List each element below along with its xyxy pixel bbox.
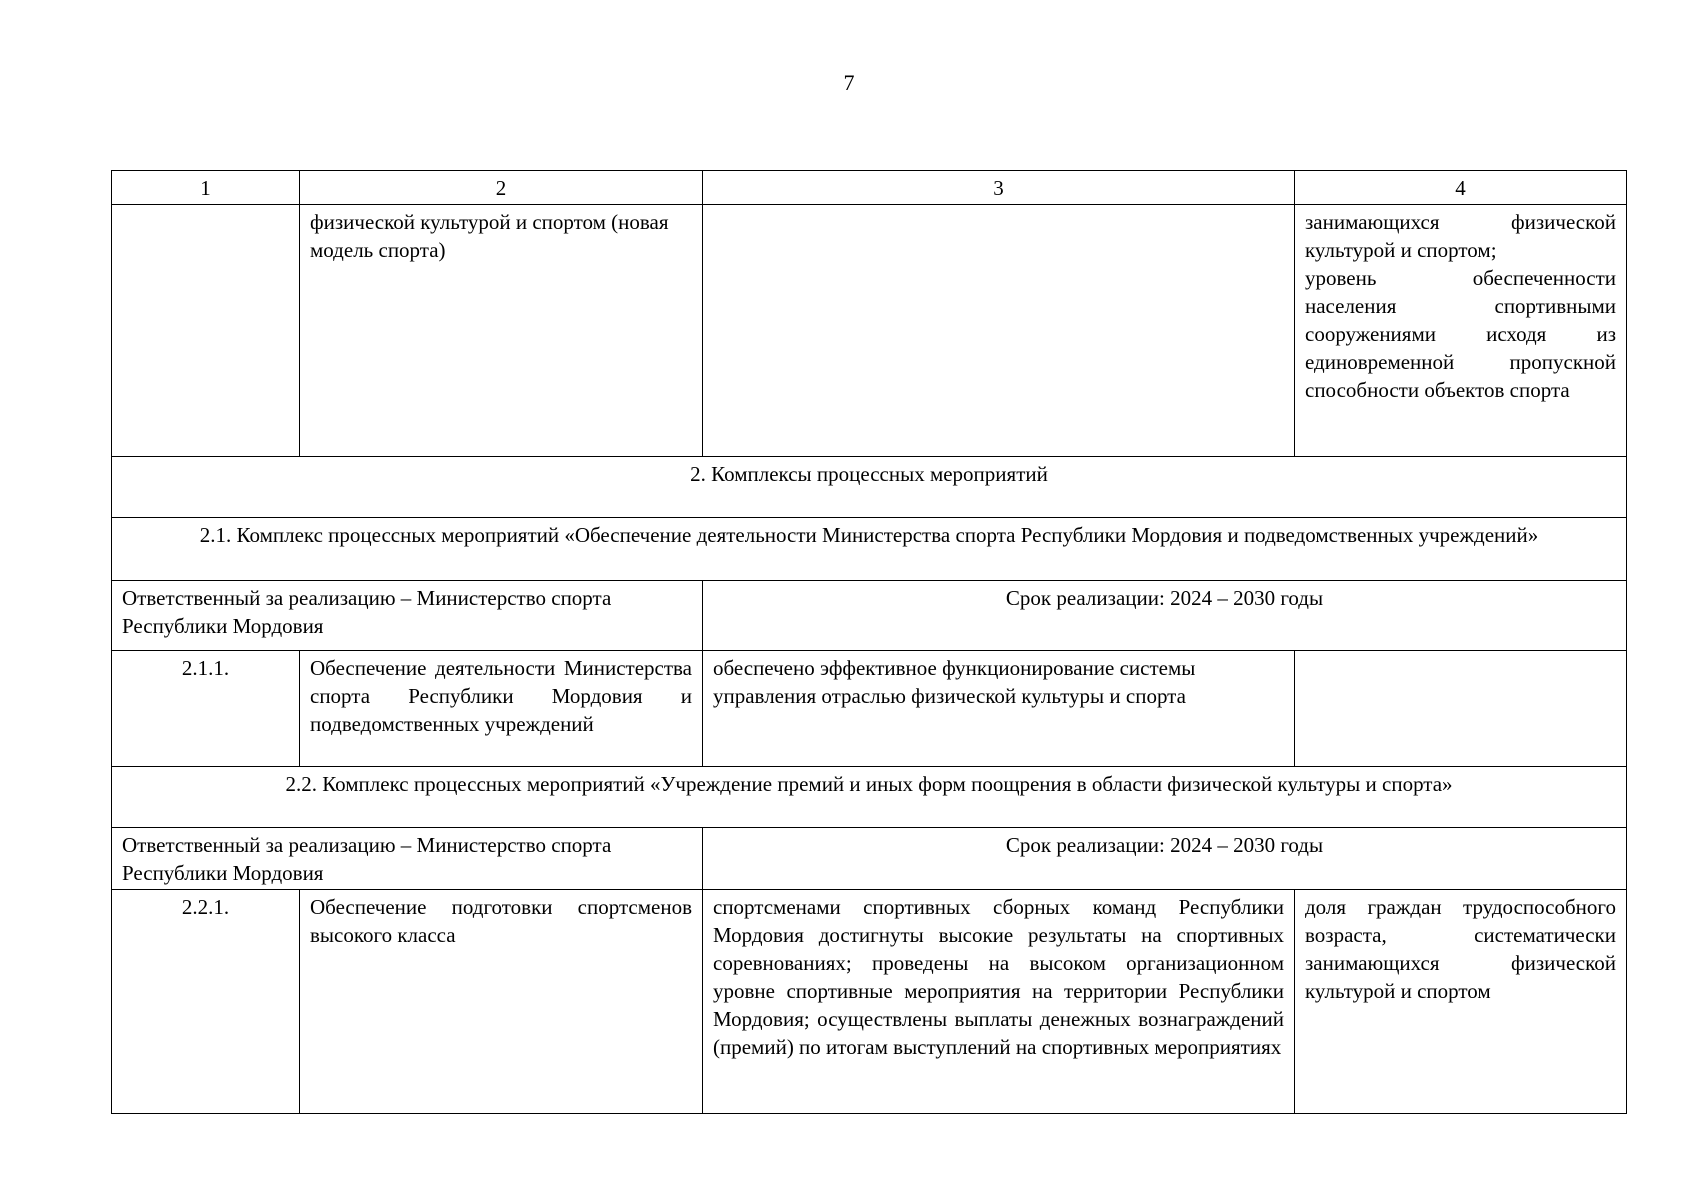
header-cell-3: 3 bbox=[703, 171, 1295, 205]
page-number: 7 bbox=[843, 70, 855, 95]
complex-2-1-meta-row bbox=[112, 581, 1627, 651]
table-row bbox=[112, 890, 1627, 1114]
header-cell-2: 2 bbox=[300, 171, 703, 205]
item-2-2-1-indicator: доля граждан трудоспособного возраста, систематически занимающихся физической культурой и спортом bbox=[1295, 890, 1627, 1114]
measures-table bbox=[111, 170, 1627, 1114]
item-2-2-1-result: спортсменами спортивных сборных команд Республики Мордовия достигнуты высокие результаты на спортивных соревнованиях; проведены на высоком организационном уровне спортивные мероприятия на территории Республики Мордовия; осуществлены выплаты денежных вознаграждений (премий) по итогам выступлений на спортивных мероприятиях bbox=[703, 890, 1295, 1114]
table-header-row bbox=[112, 171, 1627, 205]
cont-indicator-cell: занимающихся физической культурой и спортом; уровень обеспеченности населения спортивными сооружениями исходя из единовременной пропускной способности объектов спорта bbox=[1295, 205, 1627, 457]
item-2-1-1-result: обеспечено эффективное функционирование системы управления отраслью физической культуры и спорта bbox=[703, 651, 1295, 767]
complex-2-1-title: 2.1. Комплекс процессных мероприятий «Обеспечение деятельности Министерства спорта Республики Мордовия и подведомственных учреждений» bbox=[112, 518, 1627, 581]
item-2-1-1-num: 2.1.1. bbox=[112, 651, 300, 767]
cont-num-cell bbox=[112, 205, 300, 457]
complex-2-2-title-row bbox=[112, 767, 1627, 828]
cont-result-cell bbox=[703, 205, 1295, 457]
complex-2-1-title-row bbox=[112, 518, 1627, 581]
complex-2-2-meta-row bbox=[112, 828, 1627, 890]
complex-2-2-period: Срок реализации: 2024 – 2030 годы bbox=[703, 828, 1627, 890]
cont-task-cell: физической культурой и спортом (новая модель спорта) bbox=[300, 205, 703, 457]
complex-2-2-responsible: Ответственный за реализацию – Министерство спорта Республики Мордовия bbox=[112, 828, 703, 890]
item-2-2-1-num: 2.2.1. bbox=[112, 890, 300, 1114]
section-2-title: 2. Комплексы процессных мероприятий bbox=[112, 457, 1627, 518]
header-cell-4: 4 bbox=[1295, 171, 1627, 205]
table-row-continued bbox=[112, 205, 1627, 457]
complex-2-1-period: Срок реализации: 2024 – 2030 годы bbox=[703, 581, 1627, 651]
table-row bbox=[112, 651, 1627, 767]
complex-2-2-title: 2.2. Комплекс процессных мероприятий «Учреждение премий и иных форм поощрения в области физической культуры и спорта» bbox=[112, 767, 1627, 828]
item-2-1-1-indicator bbox=[1295, 651, 1627, 767]
item-2-1-1-task: Обеспечение деятельности Министерства спорта Республики Мордовия и подведомственных учреждений bbox=[300, 651, 703, 767]
section-2-row bbox=[112, 457, 1627, 518]
header-cell-1: 1 bbox=[112, 171, 300, 205]
item-2-2-1-task: Обеспечение подготовки спортсменов высокого класса bbox=[300, 890, 703, 1114]
complex-2-1-responsible: Ответственный за реализацию – Министерство спорта Республики Мордовия bbox=[112, 581, 703, 651]
